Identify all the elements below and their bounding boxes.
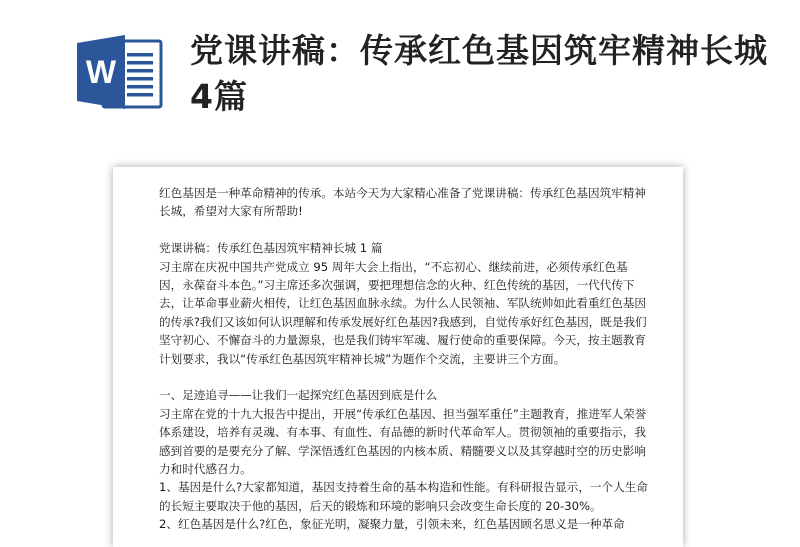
body-paragraph: 习主席在庆祝中国共产党成立 95 周年大会上指出，“不忘初心、继续前进，必须传承红色基因，永葆奋斗本色。”习主席还多次强调，要把理想信念的火种、红色传统的基因，一代代传下去，让革命事业薪火相传，让红色基因血脉永续。为什么人民领袖、军队统帅如此看重红色基因的传承?我们又该如何认识理解和传承发展好红色基因?我感到，自觉传承好红色基因，既是我们坚守初心、不懈奋斗的力量源泉，也是我们铸牢军魂、履行使命的重要保障。今天，按主题教育计划要求，我以“传承红色基因筑牢精神长城”为题作个交流，主要讲三个方面。 xyxy=(159,259,647,366)
body-paragraph: 2、红色基因是什么?红色，象征光明，凝聚力量，引领未来，红色基因顾名思义是一种革命 xyxy=(159,517,625,532)
paragraph-gap xyxy=(159,221,649,239)
page-title: 党课讲稿：传承红色基因筑牢精神长城4篇 xyxy=(190,31,768,116)
body-paragraph: 1、基因是什么?大家都知道，基因支持着生命的基本构造和性能。有科研报告显示，一个人生命的长短主要取决于他的基因，后天的锻炼和环境的影响只会改变生命长度的 20-30%。 xyxy=(159,480,648,513)
document-page xyxy=(113,167,683,547)
paragraph-gap xyxy=(159,368,649,386)
word-icon-letter: W xyxy=(85,54,117,90)
chapter-heading: 一、足迹追寻——让我们一起探究红色基因到底是什么 xyxy=(159,388,438,403)
body-paragraph: 习主席在党的十九大报告中提出，开展“传承红色基因、担当强军重任”主题教育，推进军人荣誉体系建设，培养有灵魂、有本事、有血性、有品德的新时代革命军人。贯彻领袖的重要指示，我感到首要的是要充分了解、学深悟透红色基因的内核本质、精髓要义以及其穿越时空的历史影响力和时代感召力。 xyxy=(159,406,647,477)
document-body xyxy=(159,184,649,534)
section-heading: 党课讲稿：传承红色基因筑牢精神长城 1 篇 xyxy=(159,241,383,256)
word-document-icon xyxy=(73,33,165,111)
intro-paragraph: 红色基因是一种革命精神的传承。本站今天为大家精心准备了党课讲稿：传承红色基因筑牢精神长城，希望对大家有所帮助! xyxy=(159,186,646,219)
header xyxy=(0,0,800,160)
